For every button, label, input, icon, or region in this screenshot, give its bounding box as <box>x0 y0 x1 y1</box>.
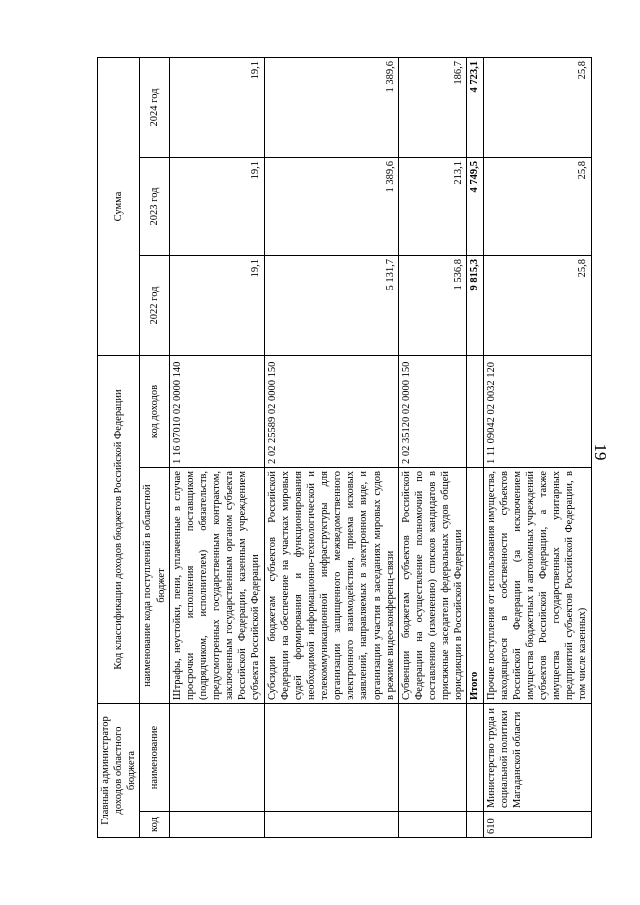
row-income-name: Субсидии бюджетам субъектов Российской Федерации на обеспечение на участках мировых судей формирования и функционирования необходимой информационно-технологической и телекоммуникационной инфраструктуры для организации защищенного межведомственного электронного взаимодействия, приема исковых заявлений, направляемых в электронном виде, и организации участия в заседаниях мировых судов в режиме видео-конференц-связи <box>264 468 398 704</box>
total-value-2023: 4 749,5 <box>467 157 483 255</box>
header-classif-name: наименование кода поступлений в областной бюджет <box>140 468 169 704</box>
header-year-2022: 2022 год <box>140 255 169 355</box>
revenue-table <box>97 57 592 838</box>
row-income-code: 2 02 35120 02 0000 150 <box>398 355 467 467</box>
table-row <box>483 57 591 837</box>
table-row <box>398 57 467 837</box>
row-value-2022: 5 131,7 <box>264 255 398 355</box>
row-income-name: Субвенции бюджетам субъектов Российской Федерации на осуществление полномочий по составлению (изменению) списков кандидатов в присяжные заседатели федеральных судов общей юрисдикции в Российской Федерации <box>398 468 467 704</box>
header-classification: Код классификации доходов бюджетов Российской Федерации <box>98 355 140 703</box>
row-admin-name <box>398 704 467 812</box>
header-admin-code: код <box>140 812 169 838</box>
row-value-2024: 186,7 <box>398 57 467 157</box>
row-admin-name <box>264 704 398 812</box>
total-row <box>467 57 483 837</box>
table-row <box>264 57 398 837</box>
row-admin-name <box>169 704 264 812</box>
row-value-2023: 19,1 <box>169 157 264 255</box>
row-income-name: Штрафы, неустойки, пени, уплаченные в случае просрочки исполнения поставщиком (подрядчиком, исполнителем) обязательств, предусмотренных государственным контрактом, заключенным государственным органом субъекта Российской Федерации, казенным учреждением субъекта Российской Федерации <box>169 468 264 704</box>
table-row <box>169 57 264 837</box>
row-value-2024: 25,8 <box>483 57 591 157</box>
header-year-2023: 2023 год <box>140 157 169 255</box>
row-value-2024: 19,1 <box>169 57 264 157</box>
header-classif-code: код доходов <box>140 355 169 467</box>
row-value-2024: 1 389,6 <box>264 57 398 157</box>
page-number: 19 <box>591 443 610 461</box>
rotated-page-content <box>97 58 589 838</box>
row-income-code: 1 16 07010 02 0000 140 <box>169 355 264 467</box>
row-value-2023: 25,8 <box>483 157 591 255</box>
header-sum: Сумма <box>98 57 140 355</box>
header-admin-name: наименование <box>140 704 169 812</box>
row-value-2023: 213,1 <box>398 157 467 255</box>
total-value-2022: 9 815,3 <box>467 255 483 355</box>
row-value-2022: 1 536,8 <box>398 255 467 355</box>
row-admin-code: 610 <box>483 812 591 838</box>
total-value-2024: 4 723,1 <box>467 57 483 157</box>
total-label: Итого <box>467 468 483 704</box>
header-year-2024: 2024 год <box>140 57 169 157</box>
row-income-code: 2 02 25589 02 0000 150 <box>264 355 398 467</box>
row-value-2022: 25,8 <box>483 255 591 355</box>
header-admin: Главный администратор доходов областного бюджета <box>98 704 140 838</box>
row-income-code: 1 11 09042 02 0032 120 <box>483 355 591 467</box>
row-admin-code <box>169 812 264 838</box>
row-admin-code <box>264 812 398 838</box>
row-admin-name: Министерство труда и социальной политики Магаданской области <box>483 704 591 812</box>
row-value-2023: 1 389,6 <box>264 157 398 255</box>
row-admin-code <box>398 812 467 838</box>
row-income-name: Прочие поступления от использования имущества, находящегося в собственности субъектов Российской Федерации (за исключением имущества бюджетных и автономных учреждений субъектов Российской Федерации, а также имущества государственных унитарных предприятий субъектов Российской Федерации, в том числе казенных) <box>483 468 591 704</box>
row-value-2022: 19,1 <box>169 255 264 355</box>
